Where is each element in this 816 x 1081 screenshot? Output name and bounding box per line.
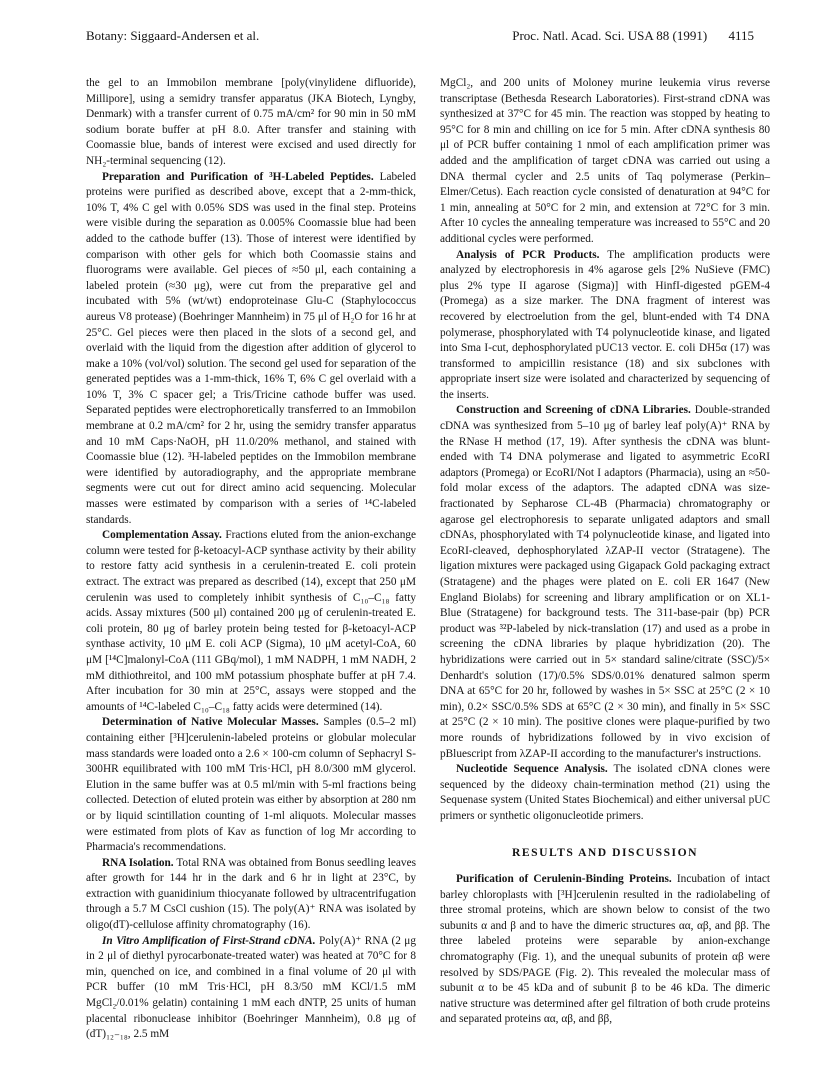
paragraph-pcr-analysis	[440, 248, 770, 404]
paragraph-body: The isolated cDNA clones were sequenced by the dideoxy chain-termination method (21) using the Sequenase system (United States Biochemical) and either universal pUC primers or synthetic oligonucleotide primers.	[440, 763, 770, 822]
run-in-heading: Complementation Assay.	[102, 529, 222, 542]
run-in-heading: Construction and Screening of cDNA Libraries.	[456, 404, 691, 417]
page-number: 4115	[728, 28, 754, 43]
run-in-heading: Determination of Native Molecular Masses.	[102, 716, 319, 729]
paragraph-continued: MgCl₂, and 200 units of Moloney murine leukemia virus reverse transcriptase (Bethesda Research Laboratories). First-strand cDNA was synthesized at 37°C for 45 min. The reaction was stopped by heating to 95°C for 8 min and chilling on ice for 5 min. After cDNA synthesis 80 μl of PCR buffer containing 1 nmol of each amplification primer was added and the amplification of target cDNA was carried out using a DNA thermal cycler and 2.5 units of Taq polymerase (Perkin–Elmer/Cetus). Each reaction cycle consisted of denaturation at 94°C for 1 min, annealing at 50°C for 2 min, and extension at 72°C for 3 min. After 10 cycles the annealing temperature was increased to 55°C and 20 additional cycles were performed.	[440, 77, 770, 245]
section-heading-results: RESULTS AND DISCUSSION	[512, 845, 698, 859]
paragraph-body: Samples (0.5–2 ml) containing either [³H]cerulenin-labeled proteins or globular molecular mass standards were loaded onto a 2.6 × 100-cm column of Sephacryl S-300HR equilibrated with 100 mM Tris·HCl, pH 8.0/300 mM glycerol. Elution in the same buffer was at 0.5 ml/min with 5-ml fractions being collected. Detection of eluted protein was either by absorption at 280 nm or by liquid scintillation counting of 1-ml aliquots. Molecular masses were estimated from plots of Kav as function of log Mr according to Pharmacia's recommendations.	[86, 716, 416, 854]
paragraph-body: Poly(A)⁺ RNA (2 μg in 2 μl of diethyl pyrocarbonate-treated water) was heated at 70°C for 8 min, quenched on ice, and combined in a final volume of 20 μl with PCR buffer (10 mM Tris·HCl, pH 8.3/50 mM KCl/1.5 mM MgCl₂/0.01% gelatin) containing 1 mM each dNTP, 25 units of human placental ribonuclease inhibitor (Boehringer Mannheim), 0.8 μg of (dT)₁₂₋₁₈, 2.5 mM	[86, 934, 416, 1041]
run-in-heading: RNA Isolation.	[102, 856, 174, 869]
header-authors: Botany: Siggaard-Andersen et al.	[86, 28, 260, 43]
paragraph-body: The amplification products were analyzed by electrophoresis in 4% agarose gels [2% NuSieve (FMC) plus 2% type II agarose (Sigma)] with HinfI-digested pGEM-4 (Promega) as a size marker. The DNA fragment of interest was recovered by electroelution from the gel, blunt-ended with T4 DNA polymerase, phosphorylated with T4 polynucleotide kinase, and ligated into Sma I-cut, dephosphorylated pUC13 vector. E. coli DH5α (17) was transformed to ampicillin resistance (18) and six subclones with appropriate insert size were isolated and characterized by sequencing of the inserts.	[440, 248, 770, 401]
right-column	[440, 76, 770, 1028]
paragraph-peptide-purification	[86, 170, 416, 529]
paragraph-complementation-assay	[86, 528, 416, 715]
paragraph-body: Total RNA was obtained from Bonus seedling leaves after growth for 144 hr in the dark and 6 hr in light at 23°C, by extraction with guanidinium thiocyanate followed by ultracentrifugation through a 5.7 M CsCl cushion (15). The poly(A)⁺ RNA was isolated by oligo(dT)-cellulose affinity chromatography (16).	[86, 856, 416, 932]
paragraph-continued: the gel to an Immobilon membrane [poly(vinylidene difluoride), Millipore], using a semidry transfer apparatus (JKA Biotech, Lyngby, Denmark) with a transfer current of 0.75 mA/cm² for 90 min in 50 mM sodium borate buffer at pH 8.0. After transfer and staining with Coomassie blue, bands of interest were excised and used directly for NH₂-terminal sequencing (12).	[86, 77, 416, 167]
paragraph-cerulenin-purification	[440, 872, 770, 1028]
paragraph-in-vitro-amplification	[86, 934, 416, 1043]
run-in-heading: Purification of Cerulenin-Binding Proteins.	[456, 873, 672, 886]
header-journal: Proc. Natl. Acad. Sci. USA 88 (1991)	[512, 28, 708, 43]
paragraph-sequence-analysis	[440, 762, 770, 824]
paragraph-body: Incubation of intact barley chloroplasts with [³H]cerulenin resulted in the radiolabeling of three stromal proteins, which are shown below to consist of the two subunits α and β and to have the dimeric structures αα, αβ, and ββ. The three labeled proteins were separable by anion-exchange chromatography (Fig. 1), and the unequal subunits of protein αβ were resolved by SDS/PAGE (Fig. 2). This revealed the molecular mass of subunit α to be 45 kDa and of subunit β to be 46 kDa. The dimeric native structure was determined after gel filtration of both crude proteins and separated proteins αα, αβ, and ββ,	[440, 873, 771, 1026]
paragraph-cdna-libraries	[440, 403, 770, 762]
paragraph-native-masses	[86, 715, 416, 855]
running-header	[86, 28, 754, 46]
run-in-heading: Analysis of PCR Products.	[456, 248, 600, 261]
run-in-heading: In Vitro Amplification of First-Strand cDNA.	[102, 934, 316, 947]
header-journal-block	[512, 28, 754, 44]
paragraph-rna-isolation	[86, 856, 416, 934]
left-column	[86, 76, 416, 1043]
paragraph-body: Double-stranded cDNA was synthesized from 5–10 μg of barley leaf poly(A)⁺ RNA by the RNase H method (17, 19). After synthesis the cDNA was blunt-ended with T4 DNA polymerase and ligated to asymmetric EcoRI adaptors (Promega) or EcoRI/Not I adaptors (Pharmacia), using an ≈50-fold molar excess of the adaptors. The adapted cDNA was size-fractionated by Sepharose CL-4B (Pharmacia) chromatography or agarose gel electrophoresis to separate unligated adaptors and small cDNAs, phosphorylated with T4 polynucleotide kinase, and ligated into EcoRI-cleaved, dephosphorylated λZAP-II vector (Stratagene). The ligation mixtures were packaged using Gigapack Gold packaging extract (Stratagene) and the phages were plated on E. coli ER 1647 (New England Biolabs) for screening and library amplification or on XL1-Blue (Stratagene) for background tests. The 311-base-pair (bp) PCR product was ³²P-labeled by nick-translation (17) and used as a probe in screening the cDNA libraries by plaque hybridization (20). The hybridizations were carried out in 5× standard saline/citrate (SSC)/5× Denhardt's solution (17)/0.5% SDS/0.01% denatured salmon sperm DNA at 65°C for 20 hr, followed by washes in 5× SSC at 25°C (2 × 10 min), 0.2× SSC/0.5% SDS at 65°C (2 × 30 min), and finally in 5× SSC at 25°C (2 × 10 min). The positive clones were plaque-purified by two more rounds of hybridizations followed by in vivo excision of pBluescript from λZAP-II according to the manufacturer's instructions.	[440, 404, 770, 760]
paragraph-body: Fractions eluted from the anion-exchange column were tested for β-ketoacyl-ACP synthase activity by their ability to restore fatty acid synthesis in a cerulenin-treated E. coli protein extract. The extract was prepared as described (14), except that 250 μM cerulenin was used to completely inhibit synthesis of C₁₀–C₁₈ fatty acids. Assay mixtures (500 μl) contained 200 μg of cerulenin-treated E. coli protein, 80 μg of barley protein being tested for β-ketoacyl-ACP synthase activity, 10 μM E. coli ACP (Sigma), 10 μM acetyl-CoA, 60 μM [¹⁴C]malonyl-CoA (111 GBq/mol), 1 mM NADPH, 1 mM NADH, 2 mM dithiothreitol, and 100 mM potassium phosphate buffer at pH 7.4. After incubation for 30 min at 25°C, assays were stopped and the amounts of ¹⁴C-labeled C₁₀–C₁₈ fatty acids were determined (14).	[86, 529, 416, 713]
run-in-heading: Preparation and Purification of ³H-Labeled Peptides.	[102, 170, 374, 183]
paragraph-body: Labeled proteins were purified as described above, except that a 2-mm-thick, 10% T, 4% C gel with 0.05% SDS was used in the final step. Proteins were visible during the separation as 0.005% Coomassie blue had been added to the cathode buffer (13). Those of interest were identified by comparison with other gels for which both Coomassie stains and fluorograms were available. Gel pieces of ≈50 μl, each containing a labeled protein (≈30 μg), were cut from the preparative gel and incubated with 5% (wt/wt) endoproteinase Glu-C (Staphylococcus aureus V8 protease) (Boehringer Mannheim) in 75 μl of H₂O for 16 hr at 25°C. Gel pieces were then placed in the slots of a second gel, and overlaid with the liquid from the digestion after addition of glycerol to make a 10% (vol/vol) solution. The second gel used for separation of the generated peptides was a 1-mm-thick, 16% T, 6% C gel overlaid with a 10% T, 3% C spacer gel; a Tris/Tricine cathode buffer was used. Separated peptides were electrophoretically transferred to an Immobilon membrane at 0.2 mA/cm² for 2 hr, using the semidry transfer apparatus and 10 mM Caps·NaOH, pH 11.0/20% methanol, and stained with Coomassie blue (12). ³H-labeled peptides on the Immobilon membrane were identified by autoradiography, and the appropriate membrane segments were cut out for direct amino acid sequencing. Molecular masses were estimated by comparison with a series of ¹⁴C-labeled standards.	[86, 170, 416, 526]
run-in-heading: Nucleotide Sequence Analysis.	[456, 763, 608, 776]
